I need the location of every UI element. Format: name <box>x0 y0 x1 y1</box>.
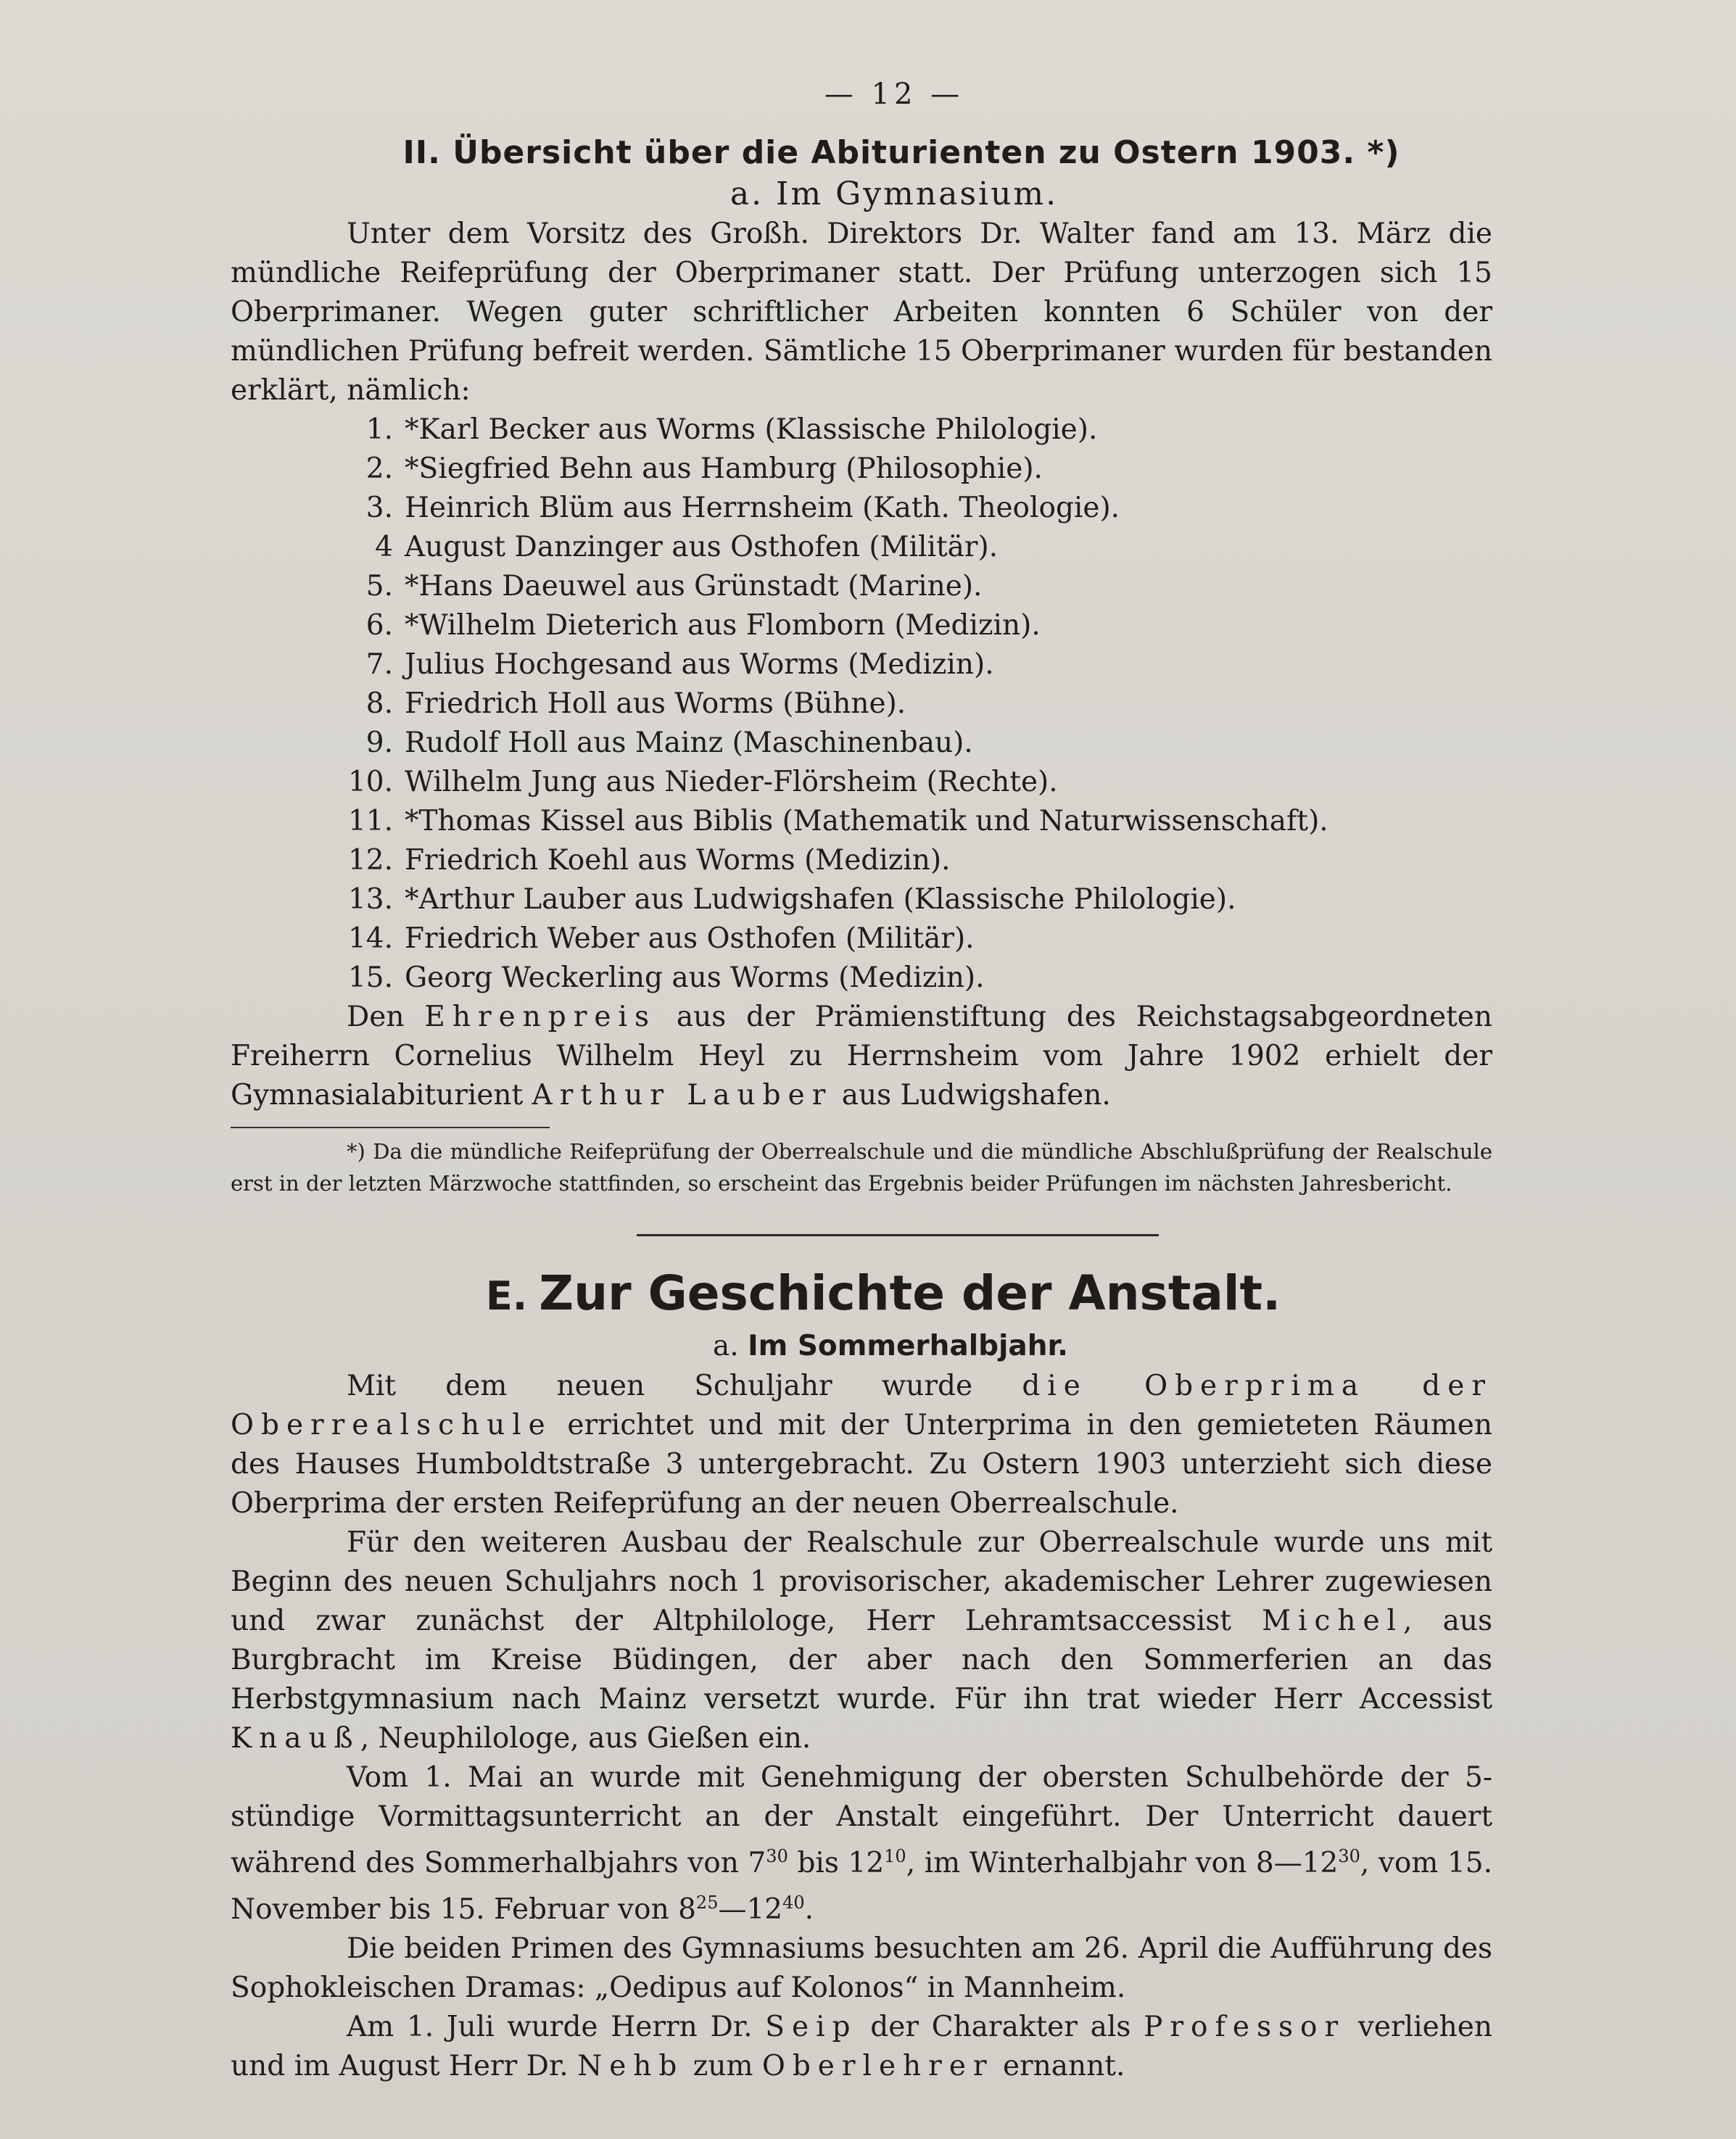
paragraph-oedipus: Die beiden Primen des Gymnasiums besuchten am 26. April die Aufführung des Sophokleischen Dramas: „Oedipus auf Kolonos“ in Mannheim. <box>231 1932 1492 2004</box>
list-item: 11. *Thomas Kissel aus Biblis (Mathematik und Naturwissenschaft). <box>347 805 1328 837</box>
list-item: 2. *Siegfried Behn aus Hamburg (Philosophie). <box>365 452 1043 485</box>
subheading-gymnasium: a. Im Gymnasium. <box>729 175 1059 212</box>
list-item: 14. Friedrich Weber aus Osthofen (Militär). <box>347 922 975 955</box>
intro-paragraph: Unter dem Vorsitz des Großh. Direktors Dr. Walter fand am 13. März die mündliche Reifeprüfung der Oberprimaner statt. Der Prüfung unterzogen sich 15 Oberprimaner. Wegen guter schriftlicher Arbeiten konnten 6 Schüler von der mündlichen Prüfung befreit werden. Sämtliche 15 Oberprimaner wurden für bestanden erklärt, nämlich: <box>231 218 1492 407</box>
list-item: 13. *Arthur Lauber aus Ludwigshafen (Klassische Philologie). <box>347 883 1236 916</box>
paragraph-oberprima: Mit dem neuen Schuljahr wurde die Oberprima der Oberrealschule errichtet und mit der Unterprima in den gemieteten Räumen des Hauses Humboldtstraße 3 untergebracht. Zu Ostern 1903 unterzieht sich diese Oberprima der ersten Reifeprüfung an der neuen Oberrealschule. <box>231 1370 1492 1520</box>
page-number: — 12 — <box>824 78 964 111</box>
list-item: 15. Georg Weckerling aus Worms (Medizin). <box>347 961 985 994</box>
section-heading-abiturienten: II. Übersicht über die Abiturienten zu Ostern 1903. *) <box>402 134 1400 171</box>
paragraph-lehrer: Für den weiteren Ausbau der Realschule zur Oberrealschule wurde uns mit Beginn des neuen Schuljahrs noch 1 provisorischer, akademischer Lehrer zugewiesen und zwar zunächst der Altphilologe, Herr Lehramtsaccessist Michel, aus Burgbracht im Kreise Büdingen, der aber nach den Sommerferien an das Herbstgymnasium nach Mainz versetzt wurde. Für ihn trat wieder Herr Accessist Knauß, Neuphilologe, aus Gießen ein. <box>231 1526 1492 1755</box>
section-divider <box>637 1234 1159 1236</box>
list-item: 9. Rudolf Holl aus Mainz (Maschinenbau). <box>365 727 973 759</box>
subheading-sommerhalbjahr: a. Im Sommerhalbjahr. <box>713 1330 1068 1362</box>
paragraph-ernennungen: Am 1. Juli wurde Herrn Dr. Seip der Charakter als Professor verliehen und im August Herr Dr. Nehb zum Oberlehrer ernannt. <box>231 2011 1492 2082</box>
paragraph-unterricht: Vom 1. Mai an wurde mit Genehmigung der obersten Schulbehörde der 5-stündige Vormittagsunterricht an der Anstalt eingeführt. Der Unterricht dauert während des Sommerhalbjahrs von $7^{30}$ bis $12^{10}$, im Winterhalbjahr von $8—12^{30}$, vom 15. November bis 15. Februar von $8^{25}—12^{40}$. <box>231 1761 1492 1926</box>
footnote: *) Da die mündliche Reifeprüfung der Oberrealschule und die mündliche Abschlußprüfung der Realschule erst in der letzten Märzwoche stattfinden, so erscheint das Ergebnis beider Prüfungen im nächsten Jahresbericht. <box>231 1139 1492 1196</box>
list-item: 7. Julius Hochgesand aus Worms (Medizin). <box>365 648 994 681</box>
abiturienten-list <box>231 410 1492 998</box>
list-item: 5. *Hans Daeuwel aus Grünstadt (Marine). <box>365 570 983 603</box>
page-content <box>231 73 1492 2086</box>
list-item: 8. Friedrich Holl aus Worms (Bühne). <box>365 687 906 720</box>
ehrenpreis-paragraph: Den Ehrenpreis aus der Prämienstiftung des Reichstagsabgeordneten Freiherrn Cornelius Wilhelm Heyl zu Herrnsheim vom Jahre 1902 erhielt der Gymnasialabiturient Arthur Lauber aus Ludwigshafen. <box>231 1001 1492 1112</box>
list-item: 4 August Danzinger aus Osthofen (Militär). <box>375 531 999 563</box>
list-item: 3. Heinrich Blüm aus Herrnsheim (Kath. Theologie). <box>365 492 1120 524</box>
list-item: 12. Friedrich Koehl aus Worms (Medizin). <box>347 844 951 877</box>
section-heading-geschichte: E. Zur Geschichte der Anstalt. <box>485 1265 1281 1321</box>
list-item: 6. *Wilhelm Dieterich aus Flomborn (Medizin). <box>365 609 1041 642</box>
list-item: 1. *Karl Becker aus Worms (Klassische Philologie). <box>365 413 1098 446</box>
footnote-divider <box>231 1127 550 1128</box>
list-item: 10. Wilhelm Jung aus Nieder-Flörsheim (Rechte). <box>347 766 1058 798</box>
